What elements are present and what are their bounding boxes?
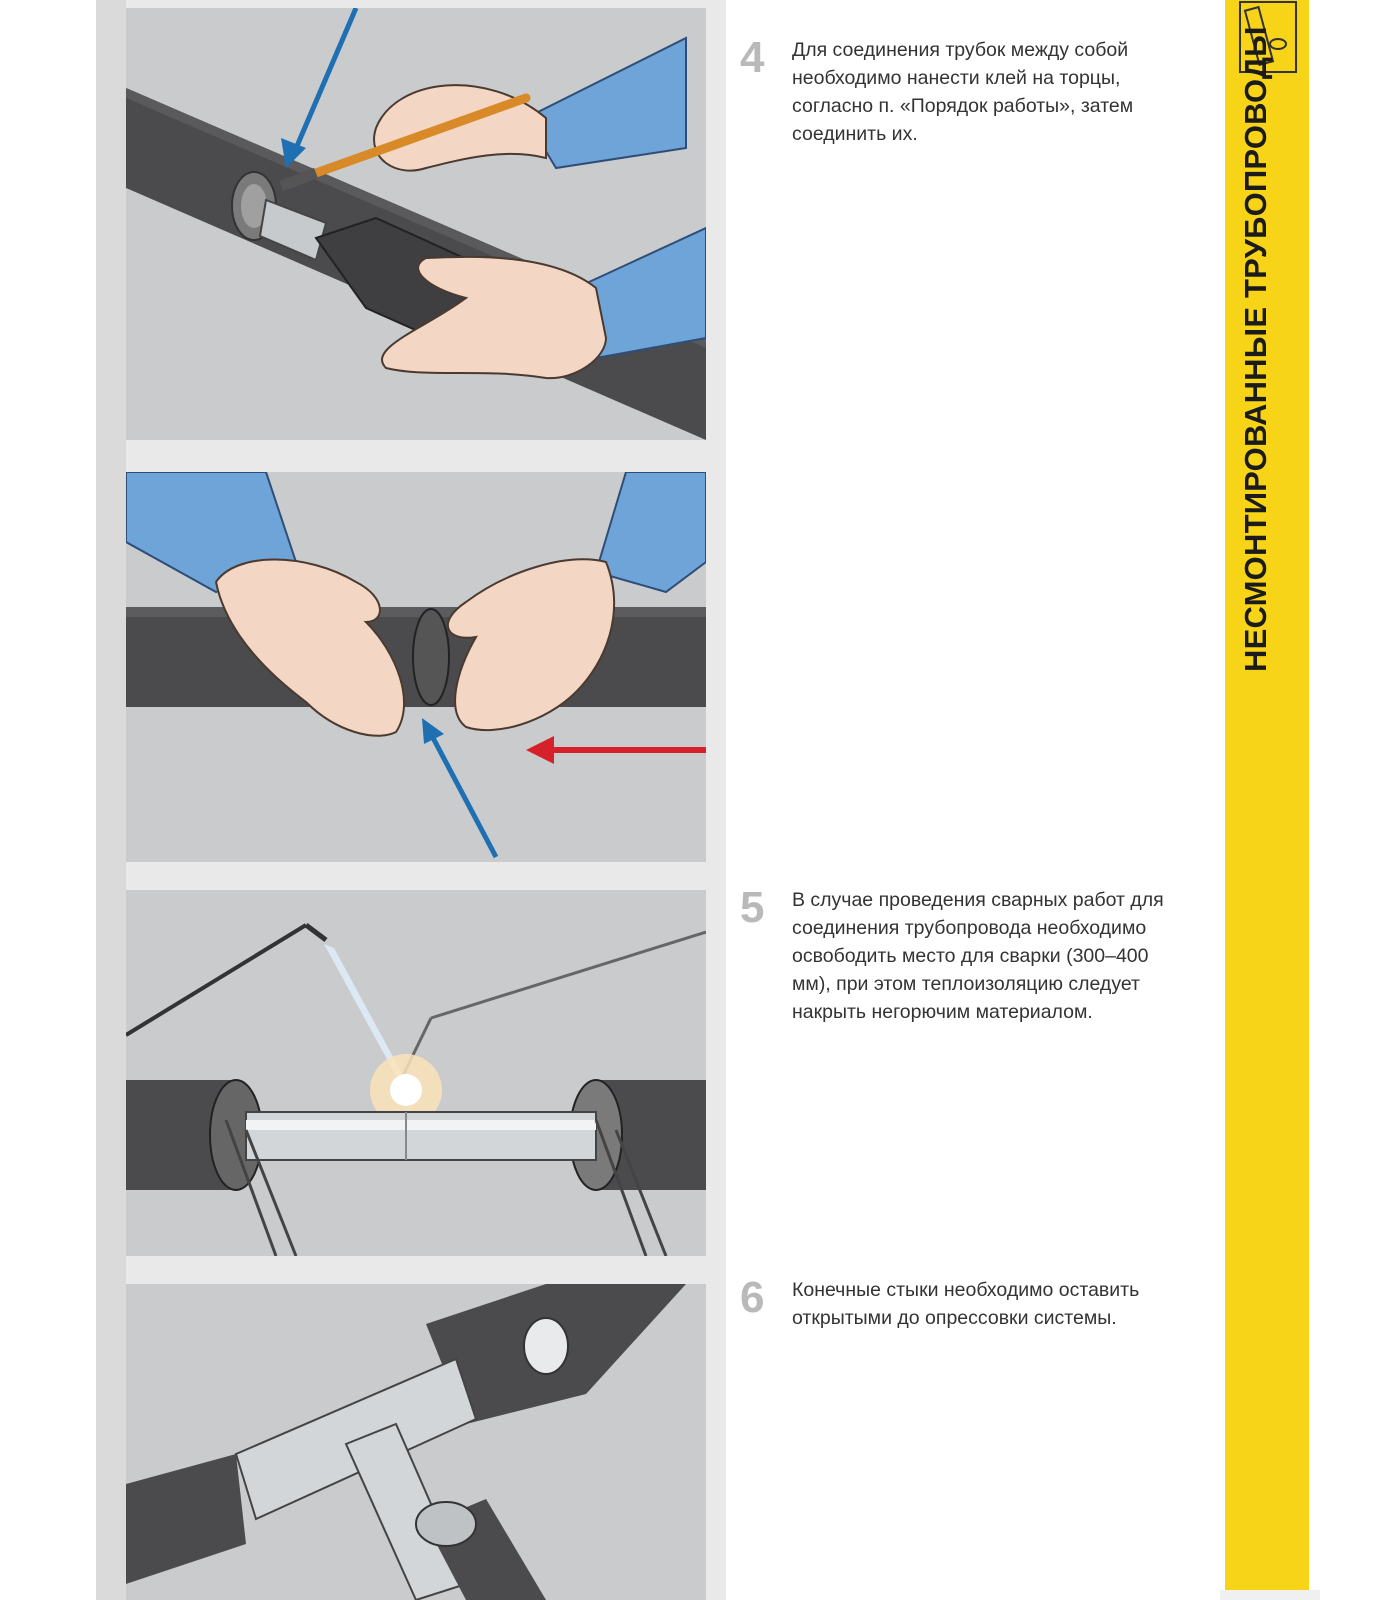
applying-glue-illustration bbox=[126, 8, 706, 440]
step-description: В случае проведения сварных работ для соединения трубопровода необходимо освободить место для сварки (300–400 мм), при этом теплоизоляцию следует накрыть негорючим материалом. bbox=[792, 889, 1164, 1023]
open-end-joints-illustration bbox=[126, 1284, 706, 1600]
joining-pipes-illustration bbox=[126, 472, 706, 862]
step-number: 4 bbox=[740, 33, 765, 82]
step-description: Для соединения трубок между собой необходимо нанести клей на торцы, согласно п. «Порядок работы», затем соединить их. bbox=[792, 39, 1134, 145]
section-title: НЕСМОНТИРОВАННЫЕ ТРУБОПРОВОДЫ bbox=[1238, 26, 1273, 672]
illustration-column bbox=[126, 0, 726, 1600]
left-margin-strip bbox=[96, 0, 126, 1600]
step-description: Конечные стыки необходимо оставить открытыми до опрессовки системы. bbox=[792, 1279, 1140, 1329]
step-6 bbox=[740, 1273, 1170, 1376]
step-number: 5 bbox=[740, 883, 765, 932]
step-5 bbox=[740, 883, 1170, 1086]
welding-illustration bbox=[126, 890, 706, 1256]
step-number: 6 bbox=[740, 1273, 765, 1322]
step-4 bbox=[740, 33, 1170, 156]
bottom-divider bbox=[1220, 1590, 1320, 1600]
